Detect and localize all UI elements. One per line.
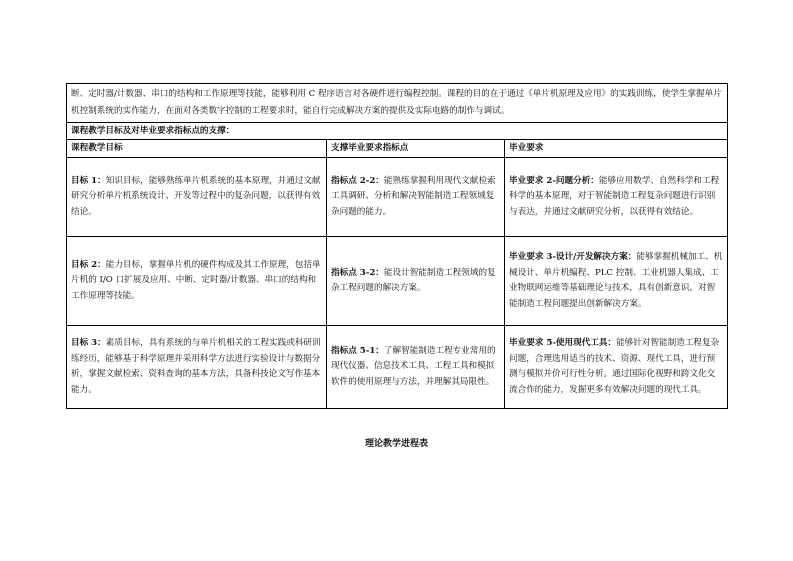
goal-cell bbox=[67, 237, 327, 326]
indicator-cell bbox=[327, 237, 505, 326]
indicator-cell bbox=[327, 158, 505, 237]
indicator-text: 能熟练掌握利用现代文献检索工具调研、分析和解决智能制造工程领域复杂问题的能力。 bbox=[331, 175, 496, 217]
indicator-label: 指标点 3-2： bbox=[331, 267, 384, 278]
requirement-text: 能够掌握机械加工、机械设计、单片机编程、PLC 控制、工业机器人集成、工业物联网运维等基础理论与技术，具有创新意识，对智能制造工程问题提出创新解决方案。 bbox=[509, 252, 723, 309]
requirement-label: 毕业要求 2-问题分析： bbox=[509, 175, 599, 186]
indicator-label: 指标点 5-1： bbox=[331, 345, 384, 356]
intro-paragraph: 断、定时器/计数器、串口的结构和工作原理等技能，能够利用 C 程序语言对各硬件进行编程控制。课程的目的在于通过《单片机原理及应用》的实践训练，使学生掌握单片机控制系统的实作能力，在面对各类数字控制的工程要求时，能自行完成解决方案的提供及实际电路的制作与调试。 bbox=[67, 84, 728, 123]
indicator-label: 指标点 2-2： bbox=[331, 175, 384, 186]
column-header-requirement: 毕业要求 bbox=[505, 140, 728, 158]
requirement-cell bbox=[505, 326, 728, 409]
column-header-goal: 课程教学目标 bbox=[67, 140, 327, 158]
goal-label: 目标 2： bbox=[71, 259, 106, 270]
indicator-text: 了解智能制造工程专业常用的现代仪器、信息技术工具、工程工具和模拟软件的使用原理与方法，并理解其局限性。 bbox=[331, 345, 496, 387]
goal-cell bbox=[67, 326, 327, 409]
table-row bbox=[67, 158, 728, 237]
requirement-text: 能够应用数学、自然科学和工程科学的基本原理，对于智能制造工程复杂问题进行识别与表达，并通过文献研究分析，以获得有效结论。 bbox=[509, 175, 720, 217]
goal-text: 知识目标，能够熟练单片机系统的基本原理，并通过文献研究分析单片机系统设计、开发等过程中的复杂问题，以获得有效结论。 bbox=[71, 175, 321, 217]
table-row bbox=[67, 237, 728, 326]
requirement-cell bbox=[505, 158, 728, 237]
requirement-label: 毕业要求 3-设计/开发解决方案： bbox=[509, 252, 637, 262]
column-header-indicator: 支撑毕业要求指标点 bbox=[327, 140, 505, 158]
goal-label: 目标 3： bbox=[71, 338, 106, 348]
goal-cell bbox=[67, 158, 327, 237]
schedule-title: 理论教学进程表 bbox=[364, 439, 428, 449]
table-row bbox=[67, 326, 728, 409]
course-objectives-table bbox=[66, 83, 728, 409]
indicator-text: 能设计智能制造工程领域的复杂工程问题的解决方案。 bbox=[331, 267, 496, 293]
goal-text: 素质目标，具有系统的与单片机相关的工程实践或科研训练经历，能够基于科学原理并采用科学方法进行实验设计与数据分析，掌握文献检索、资料查询的基本方法，具备科技论文写作基本能力。 bbox=[71, 338, 321, 395]
indicator-cell bbox=[327, 326, 505, 409]
goal-label: 目标 1： bbox=[71, 175, 106, 186]
requirement-text: 能够针对智能制造工程复杂问题，合理选用适当的技术、资源、现代工具，进行预测与模拟并价可行性分析。通过国际化视野和跨文化交流合作的能力，发掘更多有效解决问题的现代工具。 bbox=[509, 338, 720, 395]
section-title: 课程教学目标及对毕业要求指标点的支撑： bbox=[67, 123, 728, 140]
requirement-cell bbox=[505, 237, 728, 326]
goal-text: 能力目标，掌握单片机的硬件构成及其工作原理，包括单片机的 I/O 口扩展及应用、中断、定时器/计数器、串口的结构和工作原理等技能。 bbox=[71, 259, 321, 301]
requirement-label: 毕业要求 5-使用现代工具： bbox=[509, 338, 617, 348]
